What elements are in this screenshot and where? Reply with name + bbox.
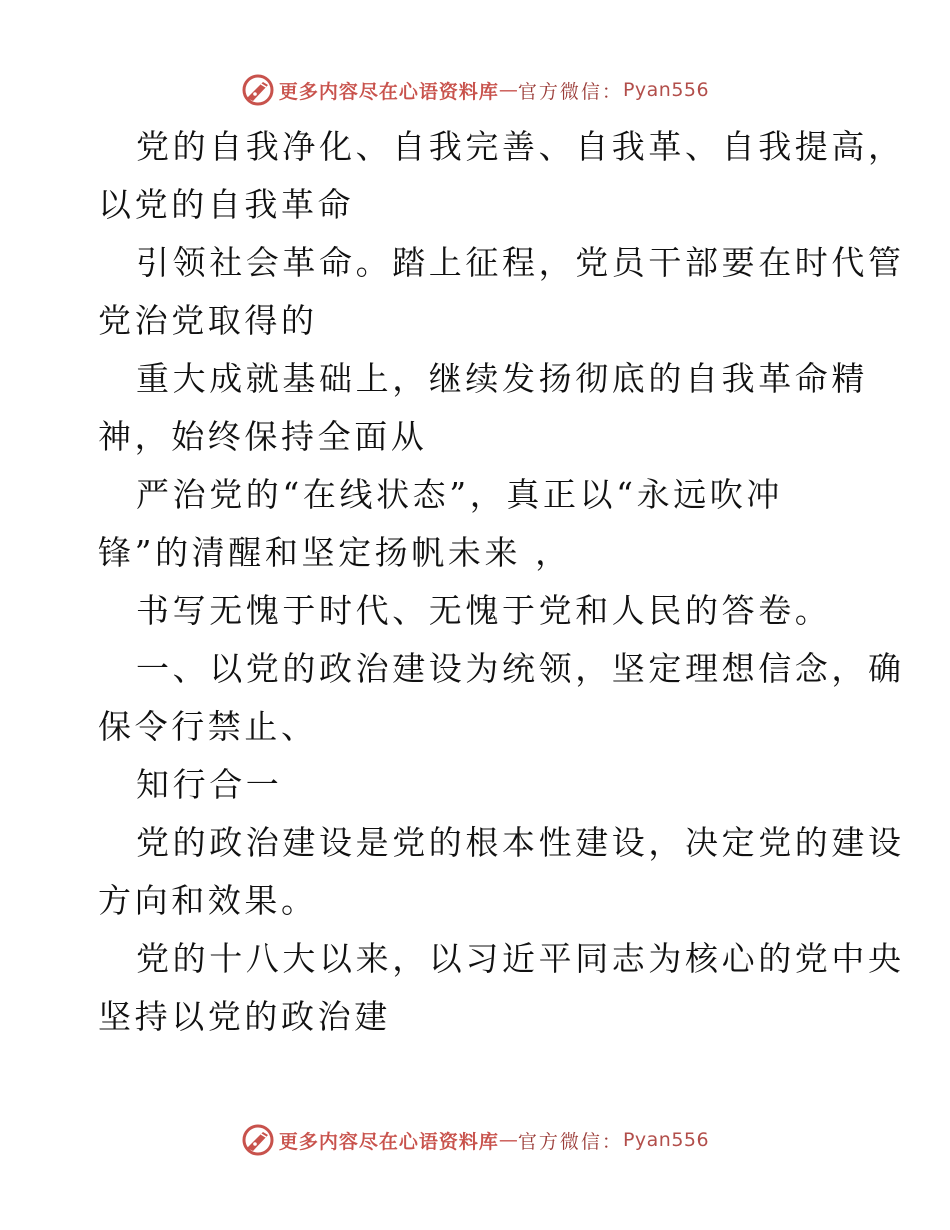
text-line: 方向和效果。	[98, 881, 318, 920]
document-body	[98, 118, 905, 1046]
text-line: 党的政治建设是党的根本性建设，决定党的建设	[136, 823, 905, 862]
text-line: 党的十八大以来，以习近平同志为核心的党中央	[136, 939, 905, 978]
text-line: 保令行禁止、	[98, 707, 318, 746]
text-line: 锋”的清醒和坚定扬帆未来 ，	[98, 533, 572, 572]
text-line: 严治党的“在线状态”，真正以“永远吹冲	[136, 475, 784, 514]
watermark-main-text: 更多内容尽在心语资料库	[278, 80, 499, 103]
text-line: 知行合一	[136, 765, 283, 804]
watermark-wechat-id: Pyan556	[622, 1129, 710, 1151]
text-line: 党治党取得的	[98, 301, 318, 340]
text-line: 一、以党的政治建设为统领，坚定理想信念，确	[136, 649, 905, 688]
watermark-sub-text: 官方微信：	[517, 1130, 623, 1153]
text-line: 党的自我净化、自我完善、自我革、自我提高，	[136, 127, 905, 166]
footer-watermark	[0, 1120, 950, 1160]
watermark-wechat-id: Pyan556	[622, 79, 710, 101]
watermark-sub-text: 官方微信：	[517, 80, 623, 103]
text-line: 重大成就基础上，继续发扬彻底的自我革命精	[136, 359, 868, 398]
header-watermark	[0, 70, 950, 110]
pen-nib-circle-icon	[241, 73, 275, 107]
watermark-dash: —	[498, 79, 518, 101]
watermark-main-text: 更多内容尽在心语资料库	[278, 1130, 499, 1153]
pen-nib-circle-icon	[241, 1123, 275, 1157]
text-line: 书写无愧于时代、无愧于党和人民的答卷。	[136, 591, 832, 630]
text-line: 以党的自我革命	[98, 185, 355, 224]
text-line: 坚持以党的政治建	[98, 997, 391, 1036]
watermark-dash: —	[498, 1129, 518, 1151]
text-line: 神，始终保持全面从	[98, 417, 428, 456]
text-line: 引领社会革命。踏上征程，党员干部要在时代管	[136, 243, 905, 282]
